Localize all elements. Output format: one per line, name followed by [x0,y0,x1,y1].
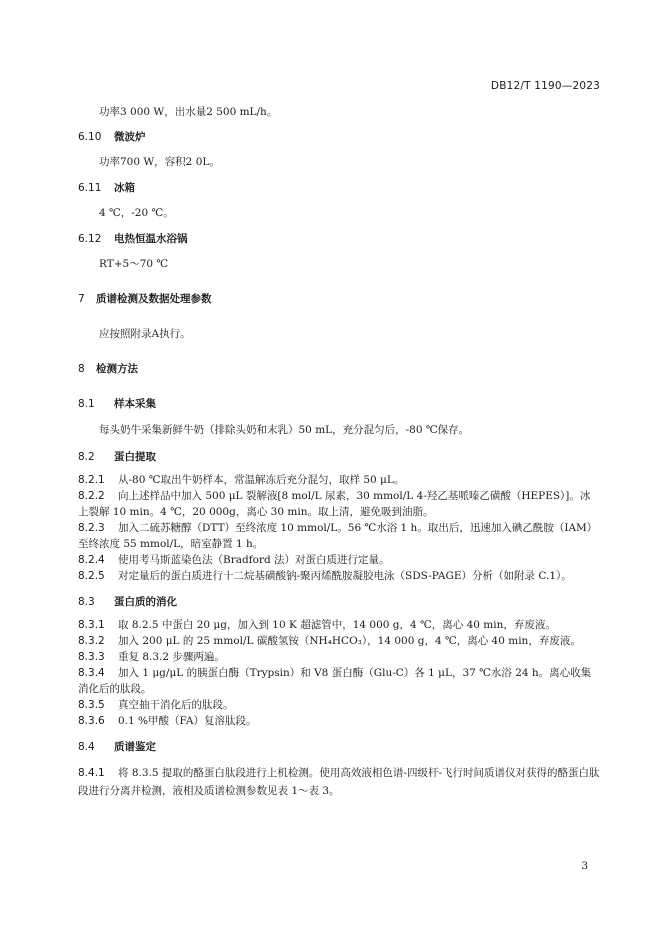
heading-number: 6.10 [78,131,102,143]
heading-number: 7 [78,293,85,305]
list-item [78,697,600,713]
item-text: 使用考马斯蓝染色法（Bradford 法）对蛋白质进行定量。 [118,554,390,566]
item-text: 加入 1 μg/μL 的胰蛋白酶（Trypsin）和 V8 蛋白酶（Glu-C）各 1 μL，37 ℃水浴 24 h。离心收集消化后的肽段。 [78,667,592,695]
item-number: 8.3.6 [78,715,105,727]
list-item [78,713,600,729]
page-number: 3 [581,860,588,872]
heading-title: 蛋白质的消化 [114,596,177,608]
heading-8-4 [78,739,600,756]
heading-6-10 [78,129,600,146]
list-item [78,488,600,520]
item-number: 8.2.2 [78,490,105,502]
item-number: 8.3.5 [78,699,105,711]
heading-number: 6.12 [78,233,102,245]
item-number: 8.2.5 [78,570,105,582]
heading-number: 8 [78,363,85,375]
item-text: 重复 8.3.2 步骤两遍。 [118,651,225,663]
item-number: 8.2.1 [78,474,105,486]
heading-8-3 [78,594,600,611]
heading-title: 质谱鉴定 [114,741,156,753]
list-item [78,472,600,488]
heading-8-1 [78,396,600,413]
paragraph-6-12: RT+5～70 ℃ [99,258,169,270]
item-text: 真空抽干消化后的肽段。 [118,699,234,711]
item-number: 8.3.2 [78,635,105,647]
item-text: 取 8.2.5 中蛋白 20 μg，加入到 10 K 超滤管中，14 000 g，4 ℃，离心 40 min，弃废液。 [118,619,556,631]
heading-number: 6.11 [78,182,102,194]
heading-title: 样本采集 [114,398,156,410]
heading-title: 质谱检测及数据处理参数 [96,293,212,305]
paragraph-6-9: 功率3 000 W，出水量2 500 mL/h。 [99,106,278,118]
list-item [78,649,600,665]
list-8-3 [78,617,600,729]
item-text: 加入 200 μL 的 25 mmol/L 碳酸氢铵（NH₄HCO₃），14 000 g，4 ℃，离心 40 min，弃废液。 [118,635,581,647]
list-8-2 [78,472,600,584]
heading-title: 电热恒温水浴锅 [114,233,188,245]
heading-8 [78,361,600,378]
list-item [78,552,600,568]
item-number: 8.3.3 [78,651,105,663]
heading-title: 冰箱 [114,182,135,194]
heading-7 [78,291,600,308]
paragraph-7: 应按照附录A执行。 [99,328,191,340]
heading-6-12 [78,231,600,248]
heading-number: 8.2 [78,451,95,463]
heading-number: 8.1 [78,398,95,410]
item-text: 对定量后的蛋白质进行十二烷基磺酸钠-聚丙烯酰胺凝胶电泳（SDS-PAGE）分析（如附录 C.1）。 [118,570,572,582]
list-item [78,764,600,800]
document-body [78,104,600,800]
item-number: 8.2.3 [78,522,105,534]
list-item [78,665,600,697]
paragraph-6-11: 4 ℃，-20 ℃。 [99,207,174,219]
list-item [78,633,600,649]
heading-6-11 [78,180,600,197]
item-text: 向上述样品中加入 500 μL 裂解液[8 mol/L 尿素，30 mmol/L 4-羟乙基哌嗪乙磺酸（HEPES）]。冰上裂解 10 min。4 ℃，20 000g，离心 30 min。取上清，避免吸到油脂。 [78,490,591,518]
heading-title: 微波炉 [114,131,146,143]
heading-number: 8.4 [78,741,95,753]
heading-title: 检测方法 [96,363,138,375]
item-text: 0.1 %甲酸（FA）复溶肽段。 [118,715,257,727]
list-item [78,568,600,584]
item-number: 8.2.4 [78,554,105,566]
heading-8-2 [78,449,600,466]
paragraph-6-10: 功率700 W，容积2 0L。 [99,156,220,168]
heading-number: 8.3 [78,596,95,608]
item-text: 将 8.3.5 提取的酪蛋白肽段进行上机检测。使用高效液相色谱-四级杆-飞行时间质谱仪对获得的酪蛋白肽段进行分离并检测，液相及质谱检测参数见表 1～表 3。 [78,767,600,797]
document-code: DB12/T 1190—2023 [490,80,600,92]
item-text: 加入二硫苏糖醇（DTT）至终浓度 10 mmol/L。56 ℃水浴 1 h。取出后，迅速加入碘乙酰胺（IAM）至终浓度 55 mmol/L，暗室静置 1 h。 [78,522,598,550]
list-item [78,520,600,552]
list-item [78,617,600,633]
item-number: 8.3.4 [78,667,105,679]
item-number: 8.4.1 [78,767,105,779]
heading-title: 蛋白提取 [114,451,156,463]
paragraph-8-1: 每头奶牛采集新鲜牛奶（排除头奶和末乳）50 mL，充分混匀后，-80 ℃保存。 [99,424,470,436]
list-8-4 [78,764,600,800]
item-number: 8.3.1 [78,619,105,631]
item-text: 从-80 ℃取出牛奶样本，常温解冻后充分混匀，取样 50 μL。 [118,474,405,486]
